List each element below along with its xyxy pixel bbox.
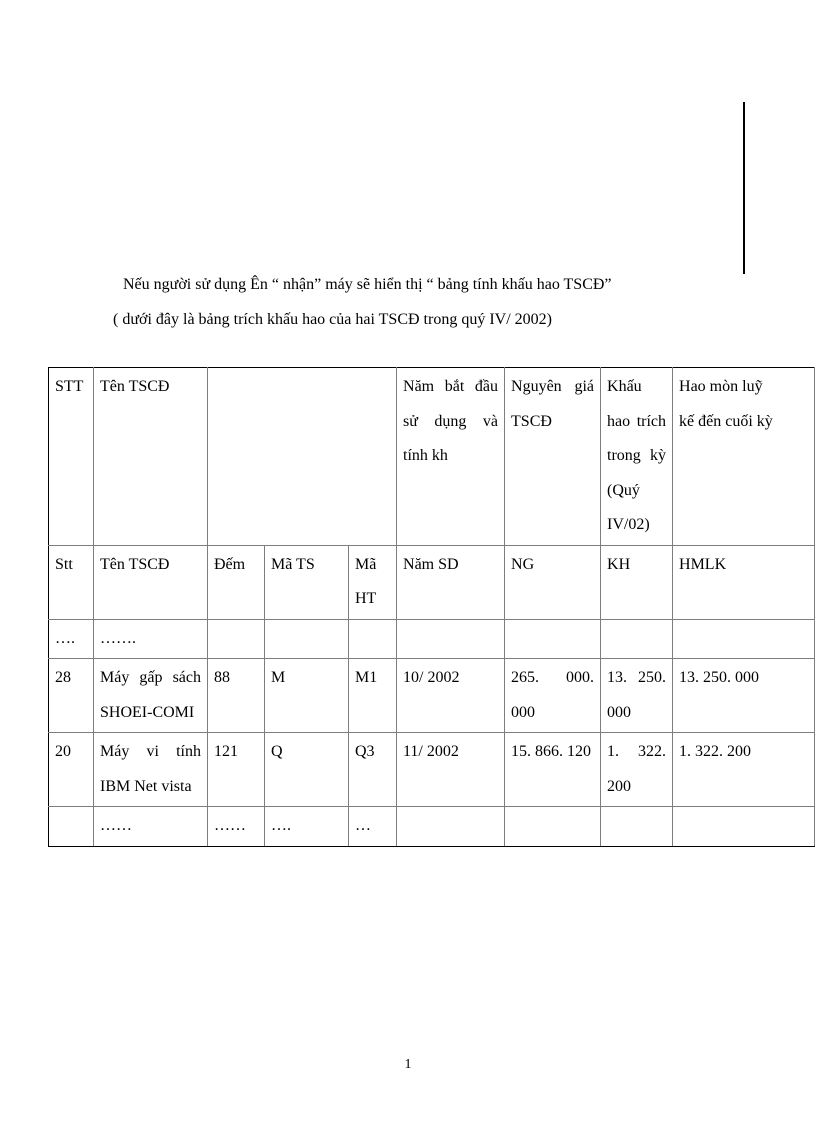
intro-line-1: Nếu người sử dụng Ên “ nhận” máy sẽ hiển thị “ bảng tính khấu hao TSCĐ” xyxy=(123,276,612,293)
table-cell xyxy=(673,619,815,659)
table-cell: Q3 xyxy=(349,733,397,807)
header2-cell: Tên TSCĐ xyxy=(94,545,208,619)
header-blank xyxy=(208,368,397,546)
table-cell xyxy=(601,619,673,659)
table-cell xyxy=(49,807,94,847)
table-cell: …… xyxy=(94,807,208,847)
table-row xyxy=(49,733,815,807)
table-cell: 20 xyxy=(49,733,94,807)
header-nam-bat-dau: Năm bắt đầu sử dụng và tính kh xyxy=(397,368,505,546)
header2-cell: Mã TS xyxy=(265,545,349,619)
table-cell: 1. 322. 200 xyxy=(673,733,815,807)
header-ten-tscd: Tên TSCĐ xyxy=(94,368,208,546)
table-row xyxy=(49,619,815,659)
table-cell: 11/ 2002 xyxy=(397,733,505,807)
vertical-rule xyxy=(743,102,745,274)
table-cell xyxy=(208,619,265,659)
table-cell: M1 xyxy=(349,659,397,733)
header2-cell: Mã HT xyxy=(349,545,397,619)
header2-cell: Stt xyxy=(49,545,94,619)
table-cell: Máy gấp sách SHOEI-COMI xyxy=(94,659,208,733)
table-cell: …… xyxy=(208,807,265,847)
table-cell: 15. 866. 120 xyxy=(505,733,601,807)
table-row xyxy=(49,659,815,733)
page-number: 1 xyxy=(404,1057,412,1072)
table-cell xyxy=(349,619,397,659)
header-stt: STT xyxy=(49,368,94,546)
table-cell: 121 xyxy=(208,733,265,807)
header-khau-hao: Khấu hao trích trong kỳ (Quý IV/02) xyxy=(601,368,673,546)
table-cell: 88 xyxy=(208,659,265,733)
table-header-row-1 xyxy=(49,368,815,546)
table-cell: 13. 250. 000 xyxy=(601,659,673,733)
header-nguyen-gia: Nguyên giá TSCĐ xyxy=(505,368,601,546)
table-cell: …. xyxy=(49,619,94,659)
table-cell xyxy=(397,619,505,659)
table-cell xyxy=(505,619,601,659)
depreciation-table xyxy=(48,367,815,847)
table-cell: M xyxy=(265,659,349,733)
table-row xyxy=(49,807,815,847)
table-cell: 1. 322. 200 xyxy=(601,733,673,807)
table-cell xyxy=(673,807,815,847)
table-cell: …. xyxy=(265,807,349,847)
table-cell: 13. 250. 000 xyxy=(673,659,815,733)
header2-cell: KH xyxy=(601,545,673,619)
header2-cell: NG xyxy=(505,545,601,619)
header2-cell: HMLK xyxy=(673,545,815,619)
table-cell: … xyxy=(349,807,397,847)
header-hao-mon: Hao mòn luỹ kế đến cuối kỳ xyxy=(673,368,815,546)
table-cell: Q xyxy=(265,733,349,807)
table-cell: 265. 000. 000 xyxy=(505,659,601,733)
intro-line-2: ( dưới đây là bảng trích khấu hao của hai TSCĐ trong quý IV/ 2002) xyxy=(113,311,552,328)
table-cell: Máy vi tính IBM Net vista xyxy=(94,733,208,807)
table-cell: 10/ 2002 xyxy=(397,659,505,733)
table-cell xyxy=(397,807,505,847)
table-cell: ……. xyxy=(94,619,208,659)
table-cell: 28 xyxy=(49,659,94,733)
header2-cell: Năm SD xyxy=(397,545,505,619)
table-cell xyxy=(601,807,673,847)
table-header-row-2 xyxy=(49,545,815,619)
table-cell xyxy=(505,807,601,847)
header2-cell: Đếm xyxy=(208,545,265,619)
table-cell xyxy=(265,619,349,659)
